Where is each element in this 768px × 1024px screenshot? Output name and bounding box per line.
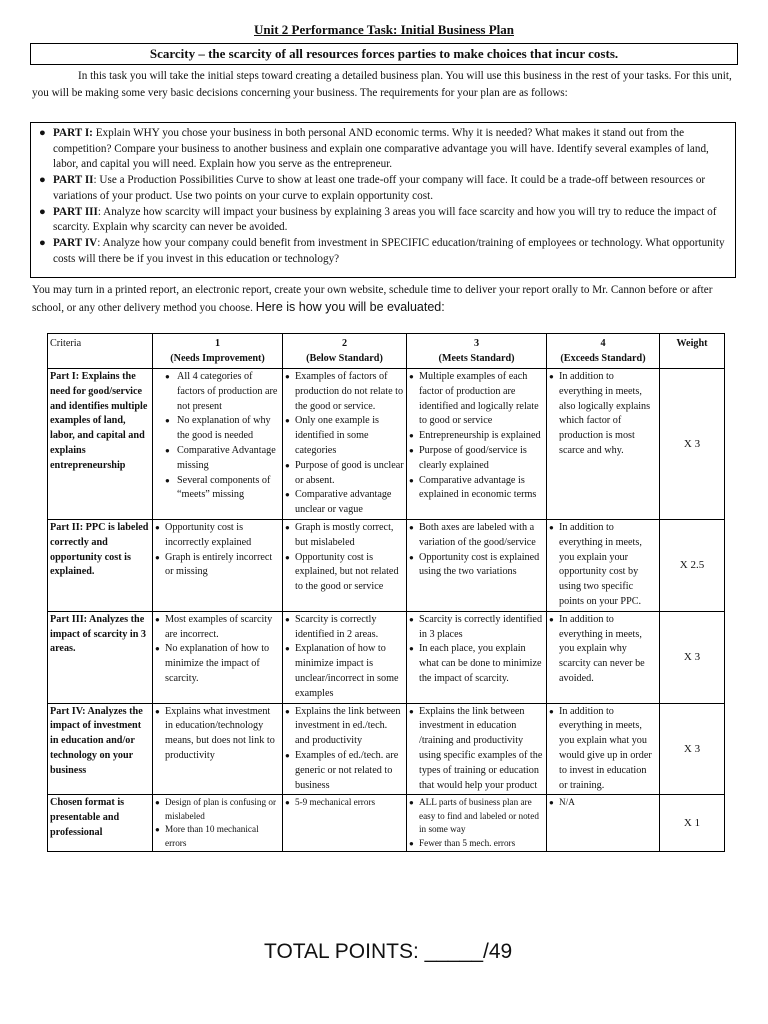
level-1-cell: ● Opportunity cost is incorrectly explained ● Graph is entirely incorrect or missing xyxy=(153,519,283,611)
level-3-cell: ● Both axes are labeled with a variation of the good/service ● Opportunity cost is explained using the two variations xyxy=(407,519,547,611)
level-1-cell: ● Most examples of scarcity are incorrect. ● No explanation of how to minimize the impact of scarcity. xyxy=(153,611,283,703)
requirements-list xyxy=(31,123,735,267)
total-points: TOTAL POINTS: _____/49 xyxy=(264,940,513,963)
rubric-table xyxy=(47,333,725,852)
weight-cell: X 3 xyxy=(660,703,725,795)
rubric-row-format xyxy=(48,795,725,852)
level-3-cell: ● Multiple examples of each factor of production are identified and logically relate to good or service ● Entrepreneurship is explained ● Purpose of good/service is clearly explained ● Comparative advantage is explained in economic terms xyxy=(407,369,547,520)
level-4-cell: ● In addition to everything in meets, you explain your opportunity cost by using two specific points on your PPC. xyxy=(547,519,660,611)
level-3-header: 3 (Meets Standard) xyxy=(407,334,547,369)
weight-cell: X 1 xyxy=(660,795,725,852)
criteria-cell: Part II: PPC is labeled correctly and opportunity cost is explained. xyxy=(48,519,153,611)
rubric-header-row xyxy=(48,334,725,369)
level-4-cell: ● In addition to everything in meets, also logically explains which factor of production is most scarce and why. xyxy=(547,369,660,520)
weight-cell: X 3 xyxy=(660,369,725,520)
level-3-cell: ● Scarcity is correctly identified in 3 places ● In each place, you explain what can be done to minimize the impact of scarcity. xyxy=(407,611,547,703)
weight-header: Weight xyxy=(660,334,725,369)
rubric-row-part-2 xyxy=(48,519,725,611)
document-title: Unit 2 Performance Task: Initial Business Plan xyxy=(253,22,515,37)
level-3-cell: ● ALL parts of business plan are easy to find and labeled or noted in some way ● Fewer than 5 mech. errors xyxy=(407,795,547,852)
level-2-header: 2 (Below Standard) xyxy=(283,334,407,369)
level-4-cell: ● In addition to everything in meets, you explain why scarcity can never be avoided. xyxy=(547,611,660,703)
criteria-cell: Part III: Analyzes the impact of scarcity in 3 areas. xyxy=(48,611,153,703)
level-1-cell: ● All 4 categories of factors of production are not present ● No explanation of why the good is needed ● Comparative Advantage missing ● Several components of “meets” missing xyxy=(153,369,283,520)
level-4-cell: ● N/A xyxy=(547,795,660,852)
scarcity-definition-box: Scarcity – the scarcity of all resources forces parties to make choices that incur costs. xyxy=(30,43,738,65)
level-4-header: 4 (Exceeds Standard) xyxy=(547,334,660,369)
requirement-part-3: ● PART III: Analyze how scarcity will impact your business by explaining 3 areas you will face scarcity and how you will try to reduce the impact of scarcity. Explain why scarcity can never be avoided. xyxy=(39,205,717,233)
level-2-cell: ● 5-9 mechanical errors xyxy=(283,795,407,852)
level-2-cell: ● Graph is mostly correct, but mislabeled ● Opportunity cost is explained, but not related to the good or service xyxy=(283,519,407,611)
level-2-cell: ● Examples of factors of production do not relate to the good or service. ● Only one example is identified in some categories ● Purpose of good is unclear or absent. ● Comparative advantage unclear or vague xyxy=(283,369,407,520)
requirement-part-2: ● PART II: Use a Production Possibilities Curve to show at least one trade-off your company will face. It could be a trade-off between resources or variations of your product. Use two points on your curve to explain opportunity cost. xyxy=(39,174,706,202)
requirements-box xyxy=(30,122,736,278)
level-2-cell: ● Scarcity is correctly identified in 2 areas. ● Explanation of how to minimize impact is unclear/incorrect in some examples xyxy=(283,611,407,703)
criteria-cell: Part I: Explains the need for good/service and identifies multiple examples of land, labor, and capital and explains entrepreneurship xyxy=(48,369,153,520)
level-1-cell: ● Design of plan is confusing or mislabeled ● More than 10 mechanical errors xyxy=(153,795,283,852)
requirement-part-1: ● PART I: Explain WHY you chose your business in both personal AND economic terms. Why it is needed? What makes it stand out from the competition? Compare your business to another business and explain one comparative advantage you will have. Identify several examples of land, labor, and capital you will need. Explain how you serve as the entrepreneur. xyxy=(39,127,709,170)
level-3-cell: ● Explains the link between investment in education /training and productivity using specific examples of the types of training or education that would help your product xyxy=(407,703,547,795)
turn-in-paragraph: You may turn in a printed report, an electronic report, create your own website, schedule time to deliver your report orally to Mr. Cannon before or after school, or any other delivery method you choose. Here is how you will be evaluated: xyxy=(32,284,713,314)
level-4-cell: ● In addition to everything in meets, you explain what you would give up in order to invest in education or training. xyxy=(547,703,660,795)
weight-cell: X 3 xyxy=(660,611,725,703)
rubric-row-part-1 xyxy=(48,369,725,520)
rubric-row-part-3 xyxy=(48,611,725,703)
criteria-cell: Chosen format is presentable and professional xyxy=(48,795,153,852)
rubric-row-part-4 xyxy=(48,703,725,795)
level-1-header: 1 (Needs Improvement) xyxy=(153,334,283,369)
criteria-cell: Part IV: Analyzes the impact of investment in education and/or technology on your business xyxy=(48,703,153,795)
criteria-header: Criteria xyxy=(48,334,153,369)
weight-cell: X 2.5 xyxy=(660,519,725,611)
level-2-cell: ● Explains the link between investment in ed./tech. and productivity ● Examples of ed./tech. are generic or not related to business xyxy=(283,703,407,795)
requirement-part-4: ● PART IV: Analyze how your company could benefit from investment in SPECIFIC education/training of employees or technology. What opportunity costs will there be if you invest in this education or technology? xyxy=(39,237,725,265)
evaluation-lead: Here is how you will be evaluated: xyxy=(255,300,445,314)
level-1-cell: ● Explains what investment in education/technology means, but does not link to productivity xyxy=(153,703,283,795)
intro-paragraph: In this task you will take the initial steps toward creating a detailed business plan. You will use this business in the rest of your tasks. For this unit, you will be making some very basic decisions concerning your business. The requirements for your plan are as follows: xyxy=(32,70,732,99)
